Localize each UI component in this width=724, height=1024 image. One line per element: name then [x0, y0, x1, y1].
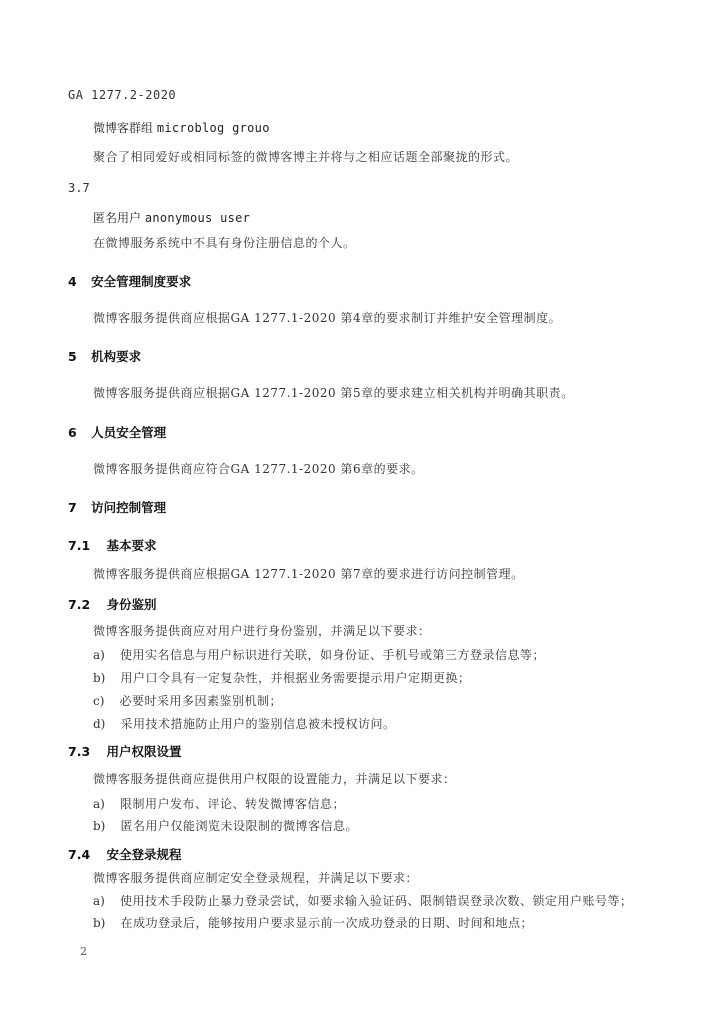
section-number: 7 — [68, 500, 77, 515]
list-item — [93, 690, 282, 709]
section-body: 微博客服务提供商应根据GA 1277.1-2020 第7章的要求进行访问控制管理。 — [93, 567, 524, 581]
section-heading-6 — [68, 423, 166, 441]
section-title: 机构要求 — [91, 349, 142, 364]
section-heading-4 — [68, 272, 191, 290]
section-body: 微博客服务提供商应根据GA 1277.1-2020 第4章的要求制订并维护安全管理制度。 — [93, 311, 562, 325]
term-definition: 在微博服务系统中不具有身份注册信息的个人。 — [93, 236, 356, 250]
section-heading-7 — [68, 498, 166, 516]
subsection-heading-7-2 — [68, 595, 157, 613]
item-text: 在成功登录后，能够按用户要求显示前一次成功登录的日期、时间和地点； — [120, 916, 533, 930]
list-item — [93, 912, 533, 931]
section-title: 用户权限设置 — [106, 744, 182, 759]
subsection-heading-7-4 — [68, 845, 182, 863]
term-definition: 聚合了相同爱好或相同标签的微博客博主并将与之相应话题全部聚拢的形式。 — [93, 150, 519, 164]
section-title: 访问控制管理 — [91, 500, 167, 515]
item-text: 匿名用户仅能浏览未设限制的微博客信息。 — [120, 819, 358, 833]
item-text: 必要时采用多因素鉴别机制； — [119, 694, 283, 708]
item-text: 采用技术措施防止用户的鉴别信息被未授权访问。 — [120, 717, 396, 731]
section-intro: 微博客服务提供商应提供用户权限的设置能力，并满足以下要求： — [93, 772, 456, 786]
section-number: 6 — [68, 425, 77, 440]
item-label: b) — [93, 671, 106, 685]
section-title: 安全登录规程 — [106, 847, 182, 862]
document-header: GA 1277.2-2020 — [68, 88, 177, 102]
subsection-heading-7-3 — [68, 742, 182, 760]
item-label: a) — [93, 894, 105, 908]
list-item — [93, 667, 470, 686]
list-item — [93, 713, 395, 732]
section-title: 安全管理制度要求 — [91, 274, 192, 289]
term-en: microblog grouo — [156, 121, 270, 135]
item-label: a) — [93, 648, 105, 662]
item-label: c) — [93, 694, 105, 708]
section-body: 微博客服务提供商应符合GA 1277.1-2020 第6章的要求。 — [93, 462, 424, 476]
term-3-7 — [93, 209, 250, 226]
item-label: d) — [93, 717, 106, 731]
item-text: 用户口令具有一定复杂性，并根据业务需要提示用户定期更换； — [120, 671, 471, 685]
section-body: 微博客服务提供商应根据GA 1277.1-2020 第5章的要求建立相关机构并明确其职责。 — [93, 386, 574, 400]
section-number: 7.3 — [68, 744, 91, 759]
list-item — [93, 644, 545, 663]
clause-number: 3.7 — [68, 181, 90, 195]
section-number: 7.4 — [68, 847, 91, 862]
term-zh: 微博客群组 — [93, 121, 154, 135]
section-number: 7.1 — [68, 538, 91, 553]
term-en: anonymous user — [144, 211, 251, 225]
section-number: 7.2 — [68, 597, 91, 612]
section-intro: 微博客服务提供商应对用户进行身份鉴别，并满足以下要求： — [93, 624, 431, 638]
subsection-heading-7-1 — [68, 536, 157, 554]
section-intro: 微博客服务提供商应制定安全登录规程，并满足以下要求： — [93, 871, 419, 885]
term-3-6 — [93, 119, 270, 136]
page-number: 2 — [80, 945, 87, 958]
section-title: 人员安全管理 — [91, 425, 167, 440]
term-zh: 匿名用户 — [93, 211, 142, 225]
list-item — [93, 815, 358, 834]
section-heading-5 — [68, 347, 141, 365]
item-text: 限制用户发布、评论、转发微博客信息； — [119, 797, 345, 811]
item-text: 使用实名信息与用户标识进行关联，如身份证、手机号或第三方登录信息等； — [119, 648, 545, 662]
item-label: b) — [93, 916, 106, 930]
section-number: 4 — [68, 274, 77, 289]
list-item — [93, 793, 345, 812]
section-title: 基本要求 — [106, 538, 157, 553]
section-number: 5 — [68, 349, 77, 364]
list-item — [93, 890, 632, 909]
section-title: 身份鉴别 — [106, 597, 157, 612]
item-text: 使用技术手段防止暴力登录尝试，如要求输入验证码、限制错误登录次数、锁定用户账号等； — [119, 894, 633, 908]
item-label: b) — [93, 819, 106, 833]
item-label: a) — [93, 797, 105, 811]
